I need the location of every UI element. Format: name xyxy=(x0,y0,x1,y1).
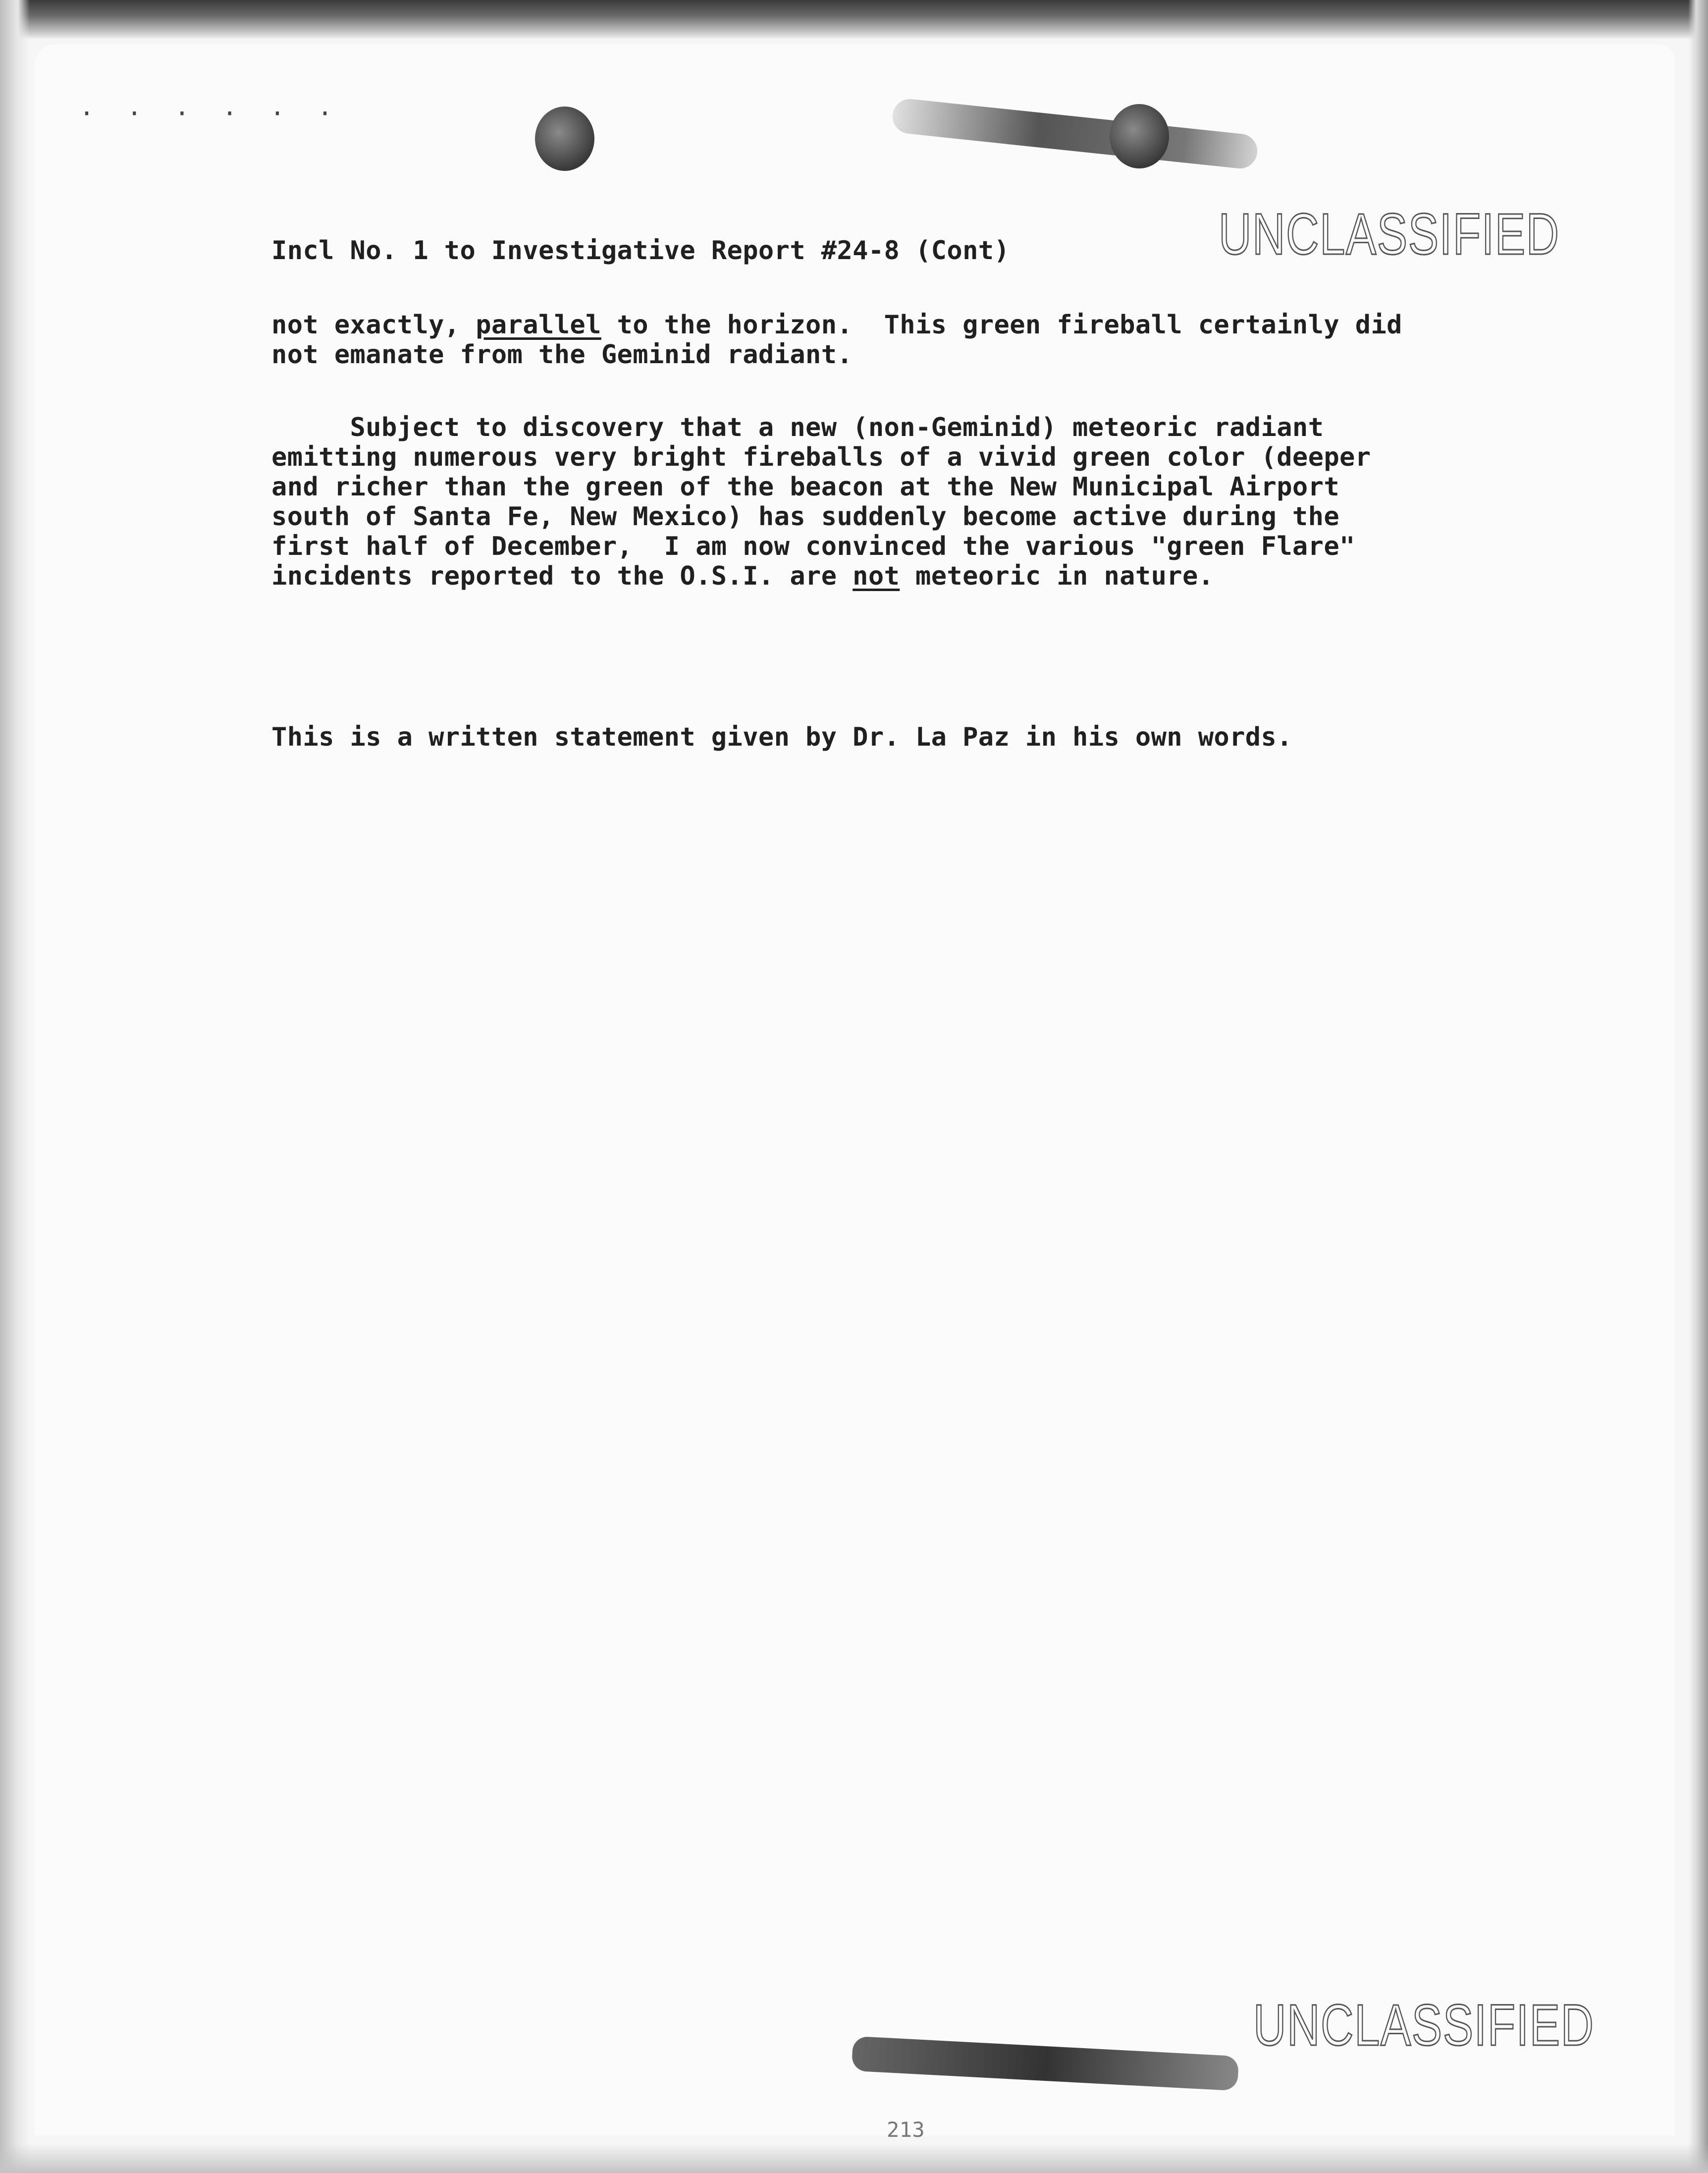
scan-edge-bottom xyxy=(0,2143,1708,2173)
underlined-word-not: not xyxy=(853,561,900,591)
paragraph1-line2: not emanate from the Geminid radiant. xyxy=(271,340,853,370)
paragraph1-text: not exactly, xyxy=(271,310,476,340)
reference-line: Incl No. 1 to Investigative Report #24-8 (Cont) xyxy=(271,236,1010,266)
punch-hole-left xyxy=(535,107,594,171)
paragraph2-line4: south of Santa Fe, New Mexico) has suddenly become active during the xyxy=(271,502,1340,532)
paragraph2-line3: and richer than the green of the beacon at the New Municipal Airport xyxy=(271,472,1340,502)
paragraph2-line5: first half of December, I am now convinced the various "green Flare" xyxy=(271,532,1355,561)
paragraph2-text: incidents reported to the O.S.I. are xyxy=(271,561,853,591)
paragraph2-line1: Subject to discovery that a new (non-Geminid) meteoric radiant xyxy=(271,413,1324,442)
page-number: 213 xyxy=(887,2118,925,2142)
scan-edge-right xyxy=(1688,0,1708,2173)
classification-stamp-bottom: UNCLASSIFIED xyxy=(1253,1993,1595,2058)
paragraph2-line2: emitting numerous very bright fireballs of a vivid green color (deeper xyxy=(271,442,1371,472)
punch-hole-right xyxy=(1110,104,1169,168)
paragraph2-text-cont: meteoric in nature. xyxy=(900,561,1214,591)
underlined-word-parallel: parallel xyxy=(476,310,601,340)
paragraph1-text-cont: to the horizon. This green fireball certainly did xyxy=(601,310,1402,340)
written-statement-note: This is a written statement given by Dr. La Paz in his own words. xyxy=(271,722,1292,752)
paragraph1-line1 xyxy=(271,311,1402,339)
scan-edge-left xyxy=(0,0,30,2173)
classification-stamp-top: UNCLASSIFIED xyxy=(1219,202,1560,267)
scan-edge-top xyxy=(0,0,1708,40)
scan-specks: · · · · · · xyxy=(79,99,342,128)
paragraph2-line6 xyxy=(271,562,1214,591)
